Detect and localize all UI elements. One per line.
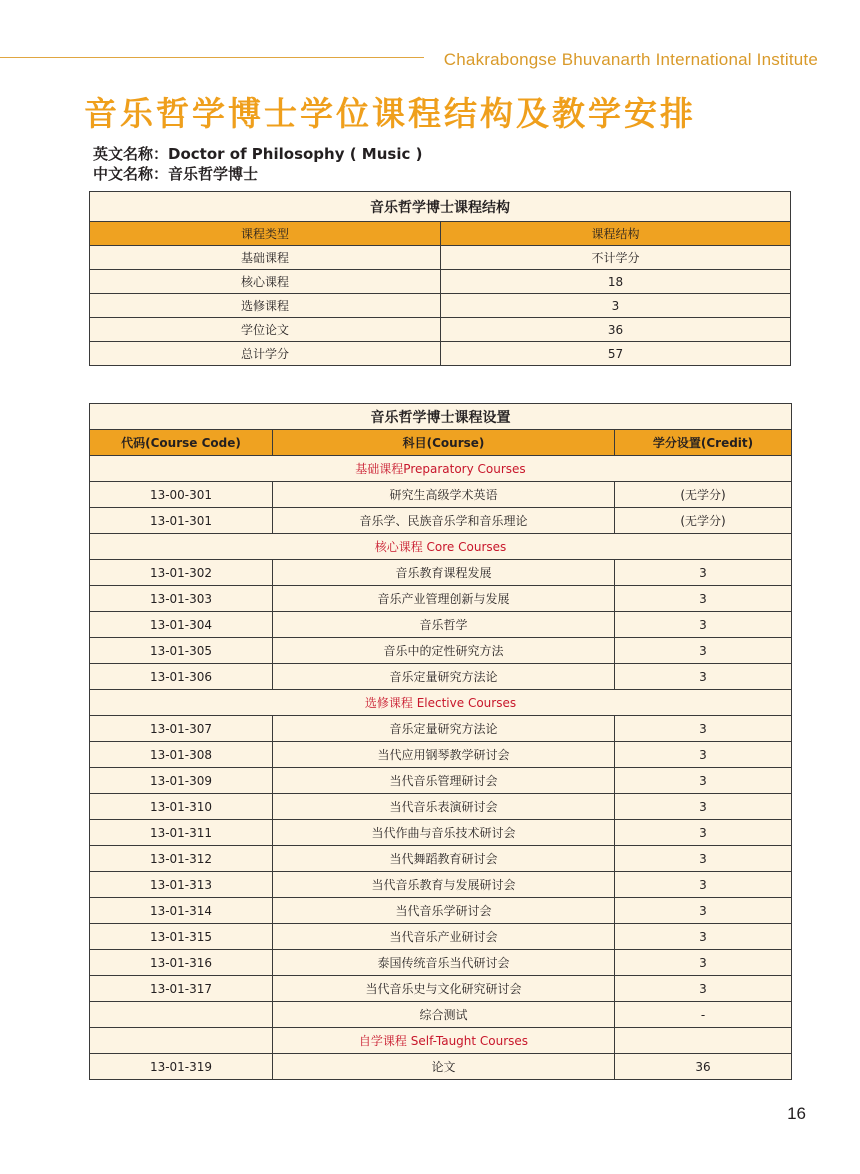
structure-type-cell: 学位论文 — [90, 318, 441, 342]
course-credit-cell: 36 — [615, 1054, 792, 1080]
table-row — [90, 1054, 792, 1080]
course-name-cell: 音乐中的定性研究方法 — [273, 638, 615, 664]
table-row — [90, 638, 792, 664]
table-row — [90, 664, 792, 690]
course-code-cell: 13-01-306 — [90, 664, 273, 690]
course-name-cell: 音乐教育课程发展 — [273, 560, 615, 586]
table-row — [90, 820, 792, 846]
structure-header-type: 课程类型 — [90, 222, 441, 246]
section-row-elective — [90, 690, 792, 716]
course-code-cell: 13-01-315 — [90, 924, 273, 950]
section-row-core — [90, 534, 792, 560]
course-credit-cell: 3 — [615, 638, 792, 664]
course-name-cell: 当代音乐表演研讨会 — [273, 794, 615, 820]
course-credit-cell: 3 — [615, 742, 792, 768]
course-name-cell: 音乐产业管理创新与发展 — [273, 586, 615, 612]
table-row — [90, 794, 792, 820]
course-credit-cell: 3 — [615, 872, 792, 898]
table-row — [90, 318, 791, 342]
structure-value-cell: 不计学分 — [441, 246, 791, 270]
course-code-cell: 13-01-317 — [90, 976, 273, 1002]
courses-header-course: 科目(Course) — [273, 430, 615, 456]
course-name-cell: 当代音乐学研讨会 — [273, 898, 615, 924]
structure-header-structure: 课程结构 — [441, 222, 791, 246]
course-name-cell: 当代舞蹈教育研讨会 — [273, 846, 615, 872]
course-code-cell: 13-01-305 — [90, 638, 273, 664]
header-rule — [0, 57, 424, 58]
course-code-cell: 13-00-301 — [90, 482, 273, 508]
course-credit-cell: 3 — [615, 976, 792, 1002]
course-name-cell: 泰国传统音乐当代研讨会 — [273, 950, 615, 976]
course-code-cell: 13-01-302 — [90, 560, 273, 586]
course-credit-cell: 3 — [615, 820, 792, 846]
course-credit-cell: 3 — [615, 716, 792, 742]
structure-value-cell: 18 — [441, 270, 791, 294]
structure-type-cell: 核心课程 — [90, 270, 441, 294]
course-name-cell: 音乐定量研究方法论 — [273, 716, 615, 742]
section-label-core: 核心课程 Core Courses — [90, 534, 792, 560]
course-name-cell: 当代应用钢琴教学研讨会 — [273, 742, 615, 768]
course-code-cell: 13-01-319 — [90, 1054, 273, 1080]
course-name-cell: 当代音乐管理研讨会 — [273, 768, 615, 794]
english-name-label: 英文名称： — [93, 145, 169, 163]
structure-value-cell: 36 — [441, 318, 791, 342]
course-code-cell: 13-01-312 — [90, 846, 273, 872]
course-credit-cell: 3 — [615, 924, 792, 950]
table-row — [90, 294, 791, 318]
table-row — [90, 924, 792, 950]
comprehensive-test-row — [90, 1002, 792, 1028]
table-row — [90, 342, 791, 366]
structure-value-cell: 3 — [441, 294, 791, 318]
table-row — [90, 950, 792, 976]
course-credit-cell: 3 — [615, 898, 792, 924]
english-name-value: Doctor of Philosophy ( Music ) — [168, 145, 423, 163]
structure-value-cell: 57 — [441, 342, 791, 366]
page-number: 16 — [787, 1104, 806, 1123]
section-row-self-taught — [90, 1028, 792, 1054]
course-code-cell: 13-01-311 — [90, 820, 273, 846]
structure-type-cell: 基础课程 — [90, 246, 441, 270]
table-row — [90, 560, 792, 586]
course-code-cell: 13-01-316 — [90, 950, 273, 976]
course-code-cell: 13-01-308 — [90, 742, 273, 768]
table-row — [90, 898, 792, 924]
courses-header-credit: 学分设置(Credit) — [615, 430, 792, 456]
section-label-self-taught: 自学课程 Self-Taught Courses — [273, 1028, 615, 1054]
course-credit-cell: 3 — [615, 950, 792, 976]
course-credit-cell: 3 — [615, 664, 792, 690]
structure-type-cell: 选修课程 — [90, 294, 441, 318]
course-credit-cell: (无学分) — [615, 508, 792, 534]
table-row — [90, 508, 792, 534]
course-code-cell: 13-01-309 — [90, 768, 273, 794]
table-row — [90, 482, 792, 508]
section-row-preparatory — [90, 456, 792, 482]
structure-table-title: 音乐哲学博士课程结构 — [90, 192, 791, 222]
table-row — [90, 742, 792, 768]
table-row — [90, 586, 792, 612]
table-row — [90, 246, 791, 270]
course-name-cell: 研究生高级学术英语 — [273, 482, 615, 508]
course-name-cell: 当代音乐史与文化研究研讨会 — [273, 976, 615, 1002]
course-credit-cell: - — [615, 1002, 792, 1028]
course-name-cell: 音乐哲学 — [273, 612, 615, 638]
course-credit-cell: 3 — [615, 560, 792, 586]
course-code-cell: 13-01-307 — [90, 716, 273, 742]
course-credit-cell: 3 — [615, 612, 792, 638]
empty-cell — [90, 1002, 273, 1028]
chinese-name — [93, 164, 422, 184]
chinese-name-label: 中文名称： — [93, 165, 169, 183]
course-name-cell: 当代音乐教育与发展研讨会 — [273, 872, 615, 898]
course-code-cell: 13-01-313 — [90, 872, 273, 898]
chinese-name-value: 音乐哲学博士 — [168, 165, 259, 183]
course-code-cell: 13-01-314 — [90, 898, 273, 924]
section-label-preparatory: 基础课程Preparatory Courses — [90, 456, 792, 482]
course-code-cell: 13-01-303 — [90, 586, 273, 612]
table-row — [90, 716, 792, 742]
course-list-table — [89, 403, 792, 1080]
table-row — [90, 270, 791, 294]
course-code-cell: 13-01-301 — [90, 508, 273, 534]
empty-cell — [90, 1028, 273, 1054]
table-row — [90, 612, 792, 638]
program-names — [93, 144, 422, 184]
page-title: 音乐哲学博士学位课程结构及教学安排 — [84, 94, 696, 133]
table-row — [90, 768, 792, 794]
structure-type-cell: 总计学分 — [90, 342, 441, 366]
course-name-cell: 论文 — [273, 1054, 615, 1080]
course-credit-cell: 3 — [615, 586, 792, 612]
course-name-cell: 当代音乐产业研讨会 — [273, 924, 615, 950]
course-credit-cell: 3 — [615, 768, 792, 794]
courses-table-title: 音乐哲学博士课程设置 — [90, 404, 792, 430]
course-structure-table — [89, 191, 791, 366]
course-credit-cell: (无学分) — [615, 482, 792, 508]
course-credit-cell: 3 — [615, 846, 792, 872]
institute-name: Chakrabongse Bhuvanarth International Institute — [443, 50, 818, 69]
course-credit-cell: 3 — [615, 794, 792, 820]
empty-cell — [615, 1028, 792, 1054]
course-name-cell: 音乐学、民族音乐学和音乐理论 — [273, 508, 615, 534]
course-name-cell: 综合测试 — [273, 1002, 615, 1028]
table-row — [90, 872, 792, 898]
course-code-cell: 13-01-310 — [90, 794, 273, 820]
course-name-cell: 当代作曲与音乐技术研讨会 — [273, 820, 615, 846]
course-name-cell: 音乐定量研究方法论 — [273, 664, 615, 690]
course-code-cell: 13-01-304 — [90, 612, 273, 638]
section-label-elective: 选修课程 Elective Courses — [90, 690, 792, 716]
table-row — [90, 976, 792, 1002]
courses-header-code: 代码(Course Code) — [90, 430, 273, 456]
english-name — [93, 144, 422, 164]
table-row — [90, 846, 792, 872]
